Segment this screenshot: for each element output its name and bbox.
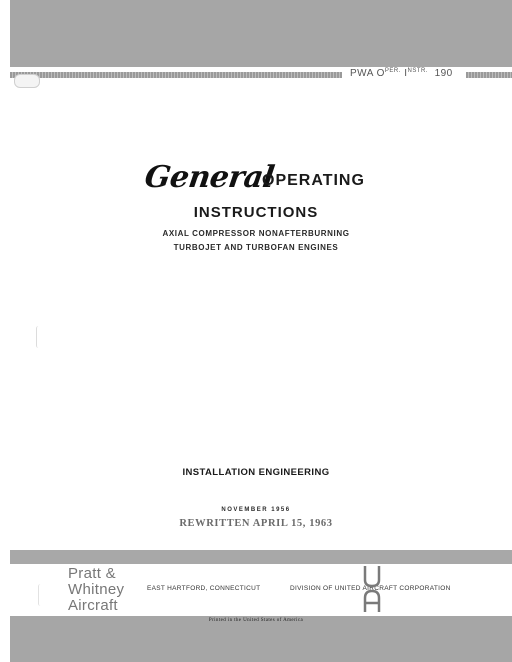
doc-code-sup-instr: NSTR. <box>407 68 428 74</box>
company-address: EAST HARTFORD, CONNECTICUT <box>147 585 261 592</box>
company-line-2: Whitney <box>68 581 125 598</box>
title-word-instructions: INSTRUCTIONS <box>193 204 319 221</box>
subtitle-line-2: TURBOJET AND TURBOFAN ENGINES <box>173 243 339 252</box>
ua-logo-u <box>365 566 379 586</box>
company-name <box>68 566 124 614</box>
original-date: NOVEMBER 1956 <box>221 507 291 513</box>
ua-logo <box>362 564 382 614</box>
margin-blemish <box>36 326 41 348</box>
doc-code-mid: I <box>400 68 408 79</box>
code-strip-bar-right <box>466 72 512 78</box>
company-line-1: Pratt & <box>68 565 116 582</box>
division-text: DIVISION OF UNITED AIRCRAFT CORPORATION <box>290 585 451 592</box>
document-code <box>350 68 453 79</box>
subtitle-line-1: AXIAL COMPRESSOR NONAFTERBURNING <box>162 229 350 238</box>
doc-code-number: 190 <box>434 68 453 79</box>
department-heading: INSTALLATION ENGINEERING <box>182 467 330 478</box>
margin-blemish-2 <box>38 584 43 606</box>
doc-code-sup-per: PER. <box>384 68 401 74</box>
printed-note: Printed in the United States of America <box>208 618 304 623</box>
top-gray-band <box>10 0 512 67</box>
doc-code-prefix: PWA O <box>350 68 385 79</box>
title-script-word: General <box>142 160 277 195</box>
company-line-3: Aircraft <box>68 597 118 614</box>
bottom-gray-strip <box>10 550 512 564</box>
ua-logo-a <box>365 591 379 612</box>
title-word-operating: OPERATING <box>262 172 365 189</box>
document-code-strip <box>10 70 512 80</box>
code-strip-bar-left <box>10 72 342 78</box>
rewritten-date: REWRITTEN APRIL 15, 1963 <box>179 518 333 529</box>
punch-tab-mark <box>14 74 40 88</box>
